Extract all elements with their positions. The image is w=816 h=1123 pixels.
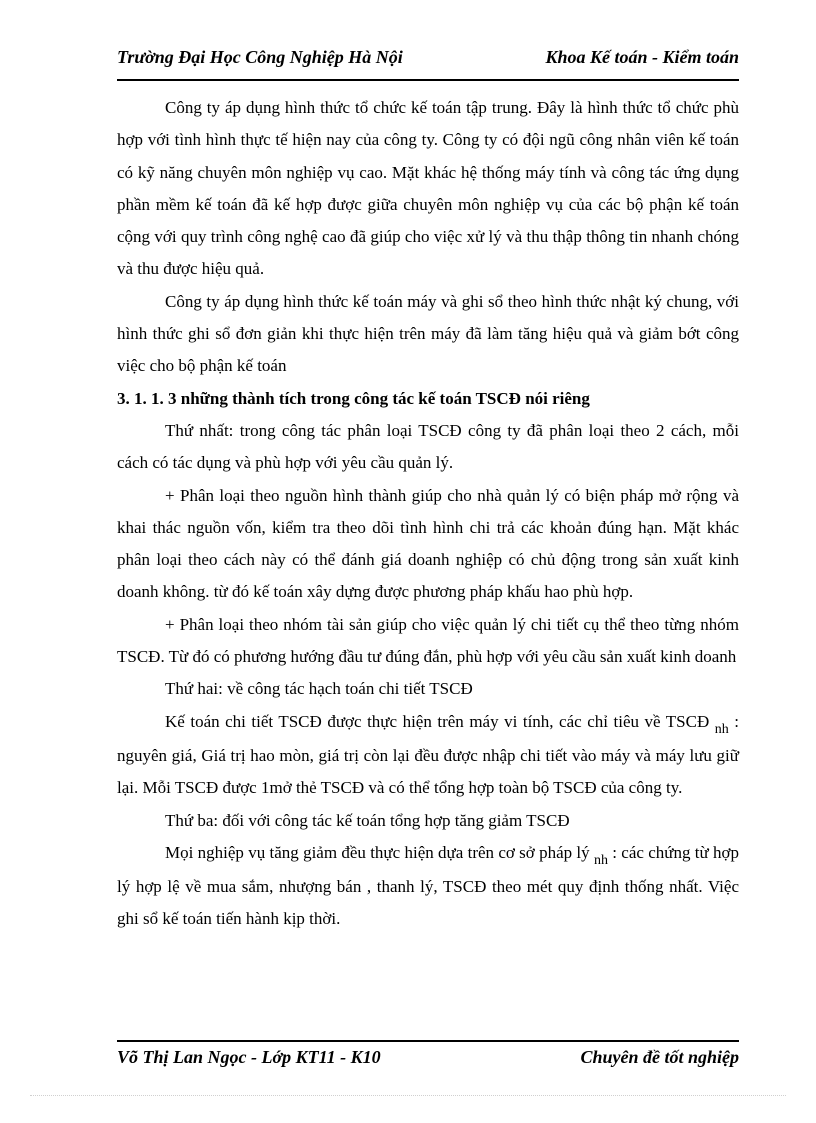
paragraph: [117, 837, 739, 936]
document-body: [117, 92, 739, 936]
page-header: [117, 44, 739, 76]
text-run: Kế toán chi tiết TSCĐ được thực hiện trên máy vi tính, các chỉ tiêu về TSCĐ: [165, 711, 710, 731]
footer-doc-type: Chuyên đề tốt nghiệp: [580, 1047, 739, 1067]
footer-author: Võ Thị Lan Ngọc - Lớp KT11 - K10: [117, 1047, 381, 1067]
text-run: : các chứng từ hợp lý hợp lệ về mua sắm, nhượng bán , thanh lý, TSCĐ theo mét quy định thống nhất. Việc ghi sổ kế toán tiến hành kịp thời.: [117, 842, 740, 929]
section-heading: 3. 1. 1. 3 những thành tích trong công tác kế toán TSCĐ nói riêng: [117, 388, 590, 408]
footer-rule: [117, 1040, 739, 1042]
text-run: : nguyên giá, Giá trị hao mòn, giá trị còn lại đều được nhập chi tiết vào máy và máy lưu giữ lại. Mỗi TSCĐ được 1mở thẻ TSCĐ và có thể tổng hợp toàn bộ TSCĐ của công ty.: [117, 711, 740, 798]
paragraph: + Phân loại theo nhóm tài sản giúp cho việc quản lý chi tiết cụ thể theo từng nhóm TSCĐ. Từ đó có phương hướng đầu tư đúng đắn, phù hợp với yêu cầu sản xuất kinh doanh: [117, 614, 739, 667]
text-run: Mọi nghiệp vụ tăng giảm đều thực hiện dựa trên cơ sở pháp lý: [165, 842, 590, 862]
paragraph: Công ty áp dụng hình thức kế toán máy và ghi sổ theo hình thức nhật ký chung, với hình thức ghi sổ đơn giản khi thực hiện trên máy đã làm tăng hiệu quả và giảm bớt công việc cho bộ phận kế toán: [117, 291, 739, 376]
paragraph: Thứ hai: về công tác hạch toán chi tiết TSCĐ: [165, 679, 473, 699]
page-bottom-dotted-line: [30, 1095, 786, 1096]
paragraph: Thứ nhất: trong công tác phân loại TSCĐ công ty đã phân loại theo 2 cách, mỗi cách có tác dụng và phù hợp với yêu cầu quản lý.: [117, 420, 739, 473]
paragraph: [117, 706, 739, 805]
subscript: nh: [714, 721, 729, 737]
paragraph: Thứ ba: đối với công tác kế toán tổng hợp tăng giảm TSCĐ: [165, 810, 570, 830]
header-university: Trường Đại Học Công Nghiệp Hà Nội: [117, 47, 403, 67]
subscript: nh: [593, 852, 608, 868]
header-rule: [117, 79, 739, 81]
paragraph: + Phân loại theo nguồn hình thành giúp cho nhà quản lý có biện pháp mở rộng và khai thác nguồn vốn, kiểm tra theo dõi tình hình chi trả các khoản đúng hạn. Mặt khác phân loại theo cách này có thể đánh giá doanh nghiệp có chủ động trong sản xuất kinh doanh không. từ đó kế toán xây dựng được phương pháp khấu hao phù hợp.: [117, 485, 739, 602]
header-faculty: Khoa Kế toán - Kiểm toán: [545, 47, 739, 67]
page-footer: [117, 1043, 739, 1073]
paragraph: Công ty áp dụng hình thức tổ chức kế toán tập trung. Đây là hình thức tổ chức phù hợp với tình hình thực tế hiện nay của công ty. Công ty có đội ngũ công nhân viên kế toán có kỹ năng chuyên môn nghiệp vụ cao. Mặt khác hệ thống máy tính và công tác ứng dụng phần mềm kế toán đã kế hợp được giữa chuyên môn nghiệp vụ của các bộ phận kế toán cộng với quy trình công nghệ cao đã giúp cho việc xử lý và thu thập thông tin nhanh chóng và thu được hiệu quả.: [117, 98, 739, 279]
